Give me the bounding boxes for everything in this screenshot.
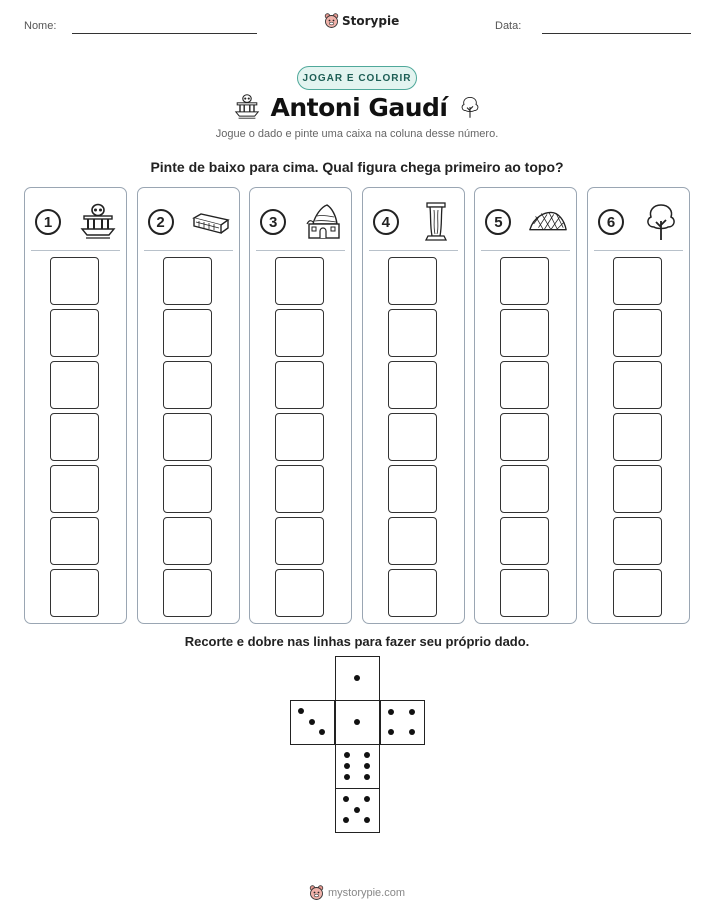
color-box[interactable] bbox=[613, 569, 662, 617]
tree-icon bbox=[641, 202, 681, 242]
brand-logo bbox=[324, 13, 399, 29]
die-pip bbox=[344, 774, 350, 780]
color-box[interactable] bbox=[50, 569, 99, 617]
die-pip bbox=[319, 729, 325, 735]
die-pip bbox=[343, 817, 349, 823]
column-number: 4 bbox=[373, 209, 399, 235]
column-number: 3 bbox=[260, 209, 286, 235]
column-divider bbox=[144, 250, 233, 251]
column-1 bbox=[24, 187, 127, 624]
color-box[interactable] bbox=[275, 309, 324, 357]
color-box[interactable] bbox=[613, 361, 662, 409]
date-line[interactable] bbox=[542, 33, 691, 34]
color-box[interactable] bbox=[388, 309, 437, 357]
mosaic-bench-icon bbox=[191, 202, 231, 242]
date-label: Data: bbox=[495, 20, 522, 32]
die-pip bbox=[354, 719, 360, 725]
color-box[interactable] bbox=[500, 517, 549, 565]
column-divider bbox=[31, 250, 120, 251]
column-6 bbox=[587, 187, 690, 624]
footer-url[interactable]: mystorypie.com bbox=[327, 887, 406, 899]
color-box[interactable] bbox=[50, 465, 99, 513]
column-divider bbox=[481, 250, 570, 251]
color-box[interactable] bbox=[388, 413, 437, 461]
activity-badge: JOGAR E COLORIR bbox=[297, 66, 417, 90]
color-box[interactable] bbox=[50, 517, 99, 565]
die-pip bbox=[344, 763, 350, 769]
balcony-skull-icon bbox=[233, 92, 261, 122]
die-pip bbox=[298, 708, 304, 714]
die-pip bbox=[309, 719, 315, 725]
color-box[interactable] bbox=[275, 517, 324, 565]
color-box[interactable] bbox=[613, 517, 662, 565]
die-face-bottom-1 bbox=[335, 744, 380, 789]
color-box[interactable] bbox=[275, 257, 324, 305]
color-box[interactable] bbox=[275, 413, 324, 461]
die-pip bbox=[364, 752, 370, 758]
color-box[interactable] bbox=[500, 413, 549, 461]
page-title: Antoni Gaudí bbox=[270, 92, 448, 122]
tree-column-icon bbox=[416, 202, 456, 242]
column-divider bbox=[256, 250, 345, 251]
die-pip bbox=[388, 709, 394, 715]
die-pip bbox=[409, 709, 415, 715]
column-3 bbox=[249, 187, 352, 624]
storypie-mascot-icon bbox=[324, 13, 339, 29]
die-face-left bbox=[290, 700, 335, 745]
color-box[interactable] bbox=[500, 465, 549, 513]
color-box[interactable] bbox=[163, 309, 212, 357]
color-box[interactable] bbox=[163, 569, 212, 617]
die-pip bbox=[364, 774, 370, 780]
column-divider bbox=[369, 250, 458, 251]
color-box[interactable] bbox=[275, 465, 324, 513]
die-pip bbox=[409, 729, 415, 735]
color-box[interactable] bbox=[613, 413, 662, 461]
die-face-center bbox=[335, 700, 380, 745]
color-box[interactable] bbox=[50, 361, 99, 409]
tree-icon bbox=[458, 92, 482, 122]
brand-name: Storypie bbox=[342, 14, 400, 28]
column-divider bbox=[594, 250, 683, 251]
die-pip bbox=[354, 807, 360, 813]
columns-grid bbox=[24, 187, 690, 624]
die-pip bbox=[354, 675, 360, 681]
die-pip bbox=[364, 796, 370, 802]
color-box[interactable] bbox=[388, 257, 437, 305]
subtitle: Jogue o dado e pinte uma caixa na coluna desse número. bbox=[215, 128, 499, 140]
color-box[interactable] bbox=[500, 309, 549, 357]
gingerbread-house-icon bbox=[303, 202, 343, 242]
color-box[interactable] bbox=[388, 569, 437, 617]
footer bbox=[0, 885, 714, 901]
color-box[interactable] bbox=[163, 413, 212, 461]
color-box[interactable] bbox=[613, 465, 662, 513]
name-label: Nome: bbox=[24, 20, 57, 32]
die-pip bbox=[343, 796, 349, 802]
color-box[interactable] bbox=[50, 257, 99, 305]
color-box[interactable] bbox=[388, 361, 437, 409]
color-box[interactable] bbox=[163, 257, 212, 305]
color-box[interactable] bbox=[613, 309, 662, 357]
die-instruction: Recorte e dobre nas linhas para fazer seu próprio dado. bbox=[184, 634, 530, 649]
column-number: 2 bbox=[148, 209, 174, 235]
title-row bbox=[0, 92, 714, 122]
instruction: Pinte de baixo para cima. Qual figura chega primeiro ao topo? bbox=[150, 159, 564, 175]
color-box[interactable] bbox=[500, 361, 549, 409]
color-box[interactable] bbox=[50, 413, 99, 461]
column-number: 5 bbox=[485, 209, 511, 235]
balcony-skull-icon bbox=[78, 202, 118, 242]
storypie-mascot-icon bbox=[309, 885, 324, 901]
color-box[interactable] bbox=[50, 309, 99, 357]
die-face-top bbox=[335, 656, 380, 701]
color-box[interactable] bbox=[163, 517, 212, 565]
column-2 bbox=[137, 187, 240, 624]
die-pip bbox=[344, 752, 350, 758]
die-face-bottom-2 bbox=[335, 788, 380, 833]
die-pip bbox=[364, 763, 370, 769]
column-4 bbox=[362, 187, 465, 624]
column-5 bbox=[474, 187, 577, 624]
die-pip bbox=[364, 817, 370, 823]
color-box[interactable] bbox=[388, 517, 437, 565]
color-box[interactable] bbox=[163, 465, 212, 513]
color-box[interactable] bbox=[275, 569, 324, 617]
color-box[interactable] bbox=[613, 257, 662, 305]
column-number: 1 bbox=[35, 209, 61, 235]
die-face-right bbox=[380, 700, 425, 745]
name-line[interactable] bbox=[72, 33, 257, 34]
die-pip bbox=[388, 729, 394, 735]
color-box[interactable] bbox=[500, 257, 549, 305]
color-box[interactable] bbox=[275, 361, 324, 409]
dragon-roof-icon bbox=[528, 202, 568, 242]
color-box[interactable] bbox=[500, 569, 549, 617]
column-number: 6 bbox=[598, 209, 624, 235]
color-box[interactable] bbox=[388, 465, 437, 513]
color-box[interactable] bbox=[163, 361, 212, 409]
